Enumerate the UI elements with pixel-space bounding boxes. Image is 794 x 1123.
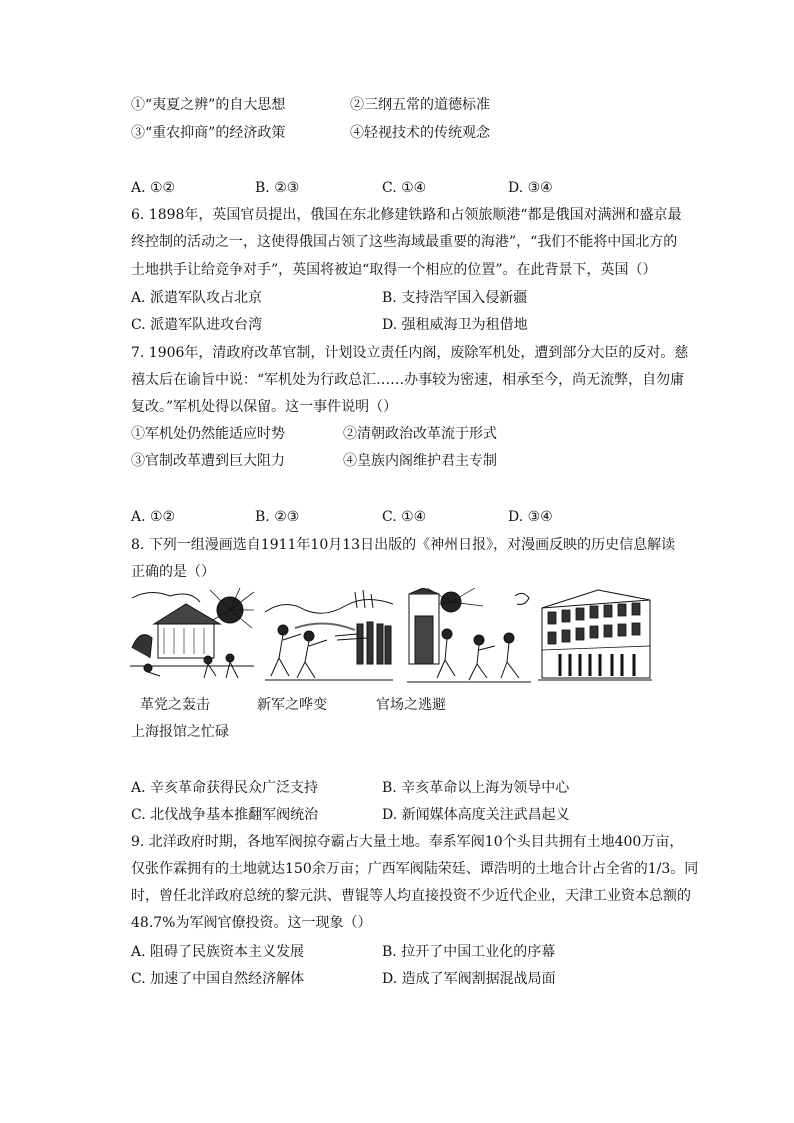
q7-statement-3: ③官制改革遭到巨大阻力 [131,453,285,469]
q9-option-a[interactable]: A. 阻碍了民族资本主义发展 [131,944,305,960]
q6-stem-line-1: 6. 1898年，英国官员提出，俄国在东北修建铁路和占领旅顺港“都是俄国对满洲和盛京最 [131,207,682,223]
q5-statement-2: ②三纲五常的道德标准 [350,97,490,113]
q6-option-b[interactable]: B. 支持浩罕国入侵新疆 [382,290,528,306]
cartoon-strip [130,588,652,684]
q9-option-b[interactable]: B. 拉开了中国工业化的序幕 [382,944,556,960]
q7-stem-line-2: 禧太后在谕旨中说：“军机处为行政总汇……办事较为密速，相承至今，尚无流弊，自勿庸 [131,372,685,388]
q5-statement-3: ③“重农抑商”的经济政策 [131,125,286,141]
q7-statement-4: ④皇族内阁维护君主专制 [343,453,497,469]
q7-option-c[interactable]: C. ①④ [382,509,427,525]
q6-stem-line-3: 土地拱手让给竞争对手”，英国将被迫“取得一个相应的位置”。在此背景下，英国（） [131,262,657,278]
cartoon-panel-fleeing [407,588,531,684]
q6-option-a[interactable]: A. 派遣军队攻占北京 [131,290,263,306]
q5-statement-1: ①“夷夏之辨”的自大思想 [131,97,286,113]
q6-stem-line-2: 终控制的活动之一，这使得俄国占领了这些海域最重要的海港”，“我们不能将中国北方的 [131,234,678,250]
q7-statement-1: ①军机处仍然能适应时势 [131,426,285,442]
q9-stem-line-4: 48.7%为军阀官僚投资。这一现象（） [131,915,372,931]
q9-stem-line-3: 时，曾任北洋政府总统的黎元洪、曹锟等人均直接投资不少近代企业，天津工业资本总额的 [131,888,691,904]
q8-stem-line-2: 正确的是（） [131,564,215,580]
caption-newspaper-office: 上海报馆之忙碌 [131,724,229,740]
caption-mutiny: 新军之哗变 [257,697,327,713]
cartoon-panel-mutiny [265,588,393,684]
q8-stem-line-1: 8. 下列一组漫画选自1911年10月13日出版的《神州日报》，对漫画反映的历史信息解读 [131,537,676,553]
q7-option-b[interactable]: B. ②③ [255,509,300,525]
q8-option-c[interactable]: C. 北伐战争基本推翻军阀统治 [131,807,319,823]
cartoon-panel-bombardment [130,588,254,684]
q7-stem-line-3: 复改。”军机处得以保留。这一事件说明（） [131,399,398,415]
q9-stem-line-1: 9. 北洋政府时期，各地军阀掠夺霸占大量土地。奉系军阀10个头目共拥有土地400万亩， [131,834,684,850]
q5-option-a[interactable]: A. ①② [131,180,176,196]
caption-bombardment: 革党之轰击 [140,697,210,713]
q5-option-c[interactable]: C. ①④ [382,180,427,196]
cartoon-panel-newspaper-office [538,588,652,684]
q7-option-d[interactable]: D. ③④ [508,509,553,525]
q5-statement-4: ④轻视技术的传统观念 [350,125,490,141]
q8-option-d[interactable]: D. 新闻媒体高度关注武昌起义 [382,807,570,823]
q9-option-c[interactable]: C. 加速了中国自然经济解体 [131,971,305,987]
q7-stem-line-1: 7. 1906年，清政府改革官制，计划设立责任内阁，废除军机处，遭到部分大臣的反对。慈 [131,345,689,361]
q6-option-d[interactable]: D. 强租威海卫为租借地 [382,317,528,333]
q8-option-b[interactable]: B. 辛亥革命以上海为领导中心 [382,780,570,796]
q9-option-d[interactable]: D. 造成了军阀割据混战局面 [382,971,556,987]
q5-option-d[interactable]: D. ③④ [508,180,553,196]
q5-option-b[interactable]: B. ②③ [255,180,300,196]
q7-option-a[interactable]: A. ①② [131,509,176,525]
q7-statement-2: ②清朝政治改革流于形式 [343,426,497,442]
caption-fleeing: 官场之逃避 [376,697,446,713]
q8-option-a[interactable]: A. 辛亥革命获得民众广泛支持 [131,780,319,796]
q6-option-c[interactable]: C. 派遣军队进攻台湾 [131,317,263,333]
q9-stem-line-2: 仅张作霖拥有的土地就达150余万亩；广西军阀陆荣廷、谭浩明的土地合计占全省的1/3。同 [131,861,699,877]
